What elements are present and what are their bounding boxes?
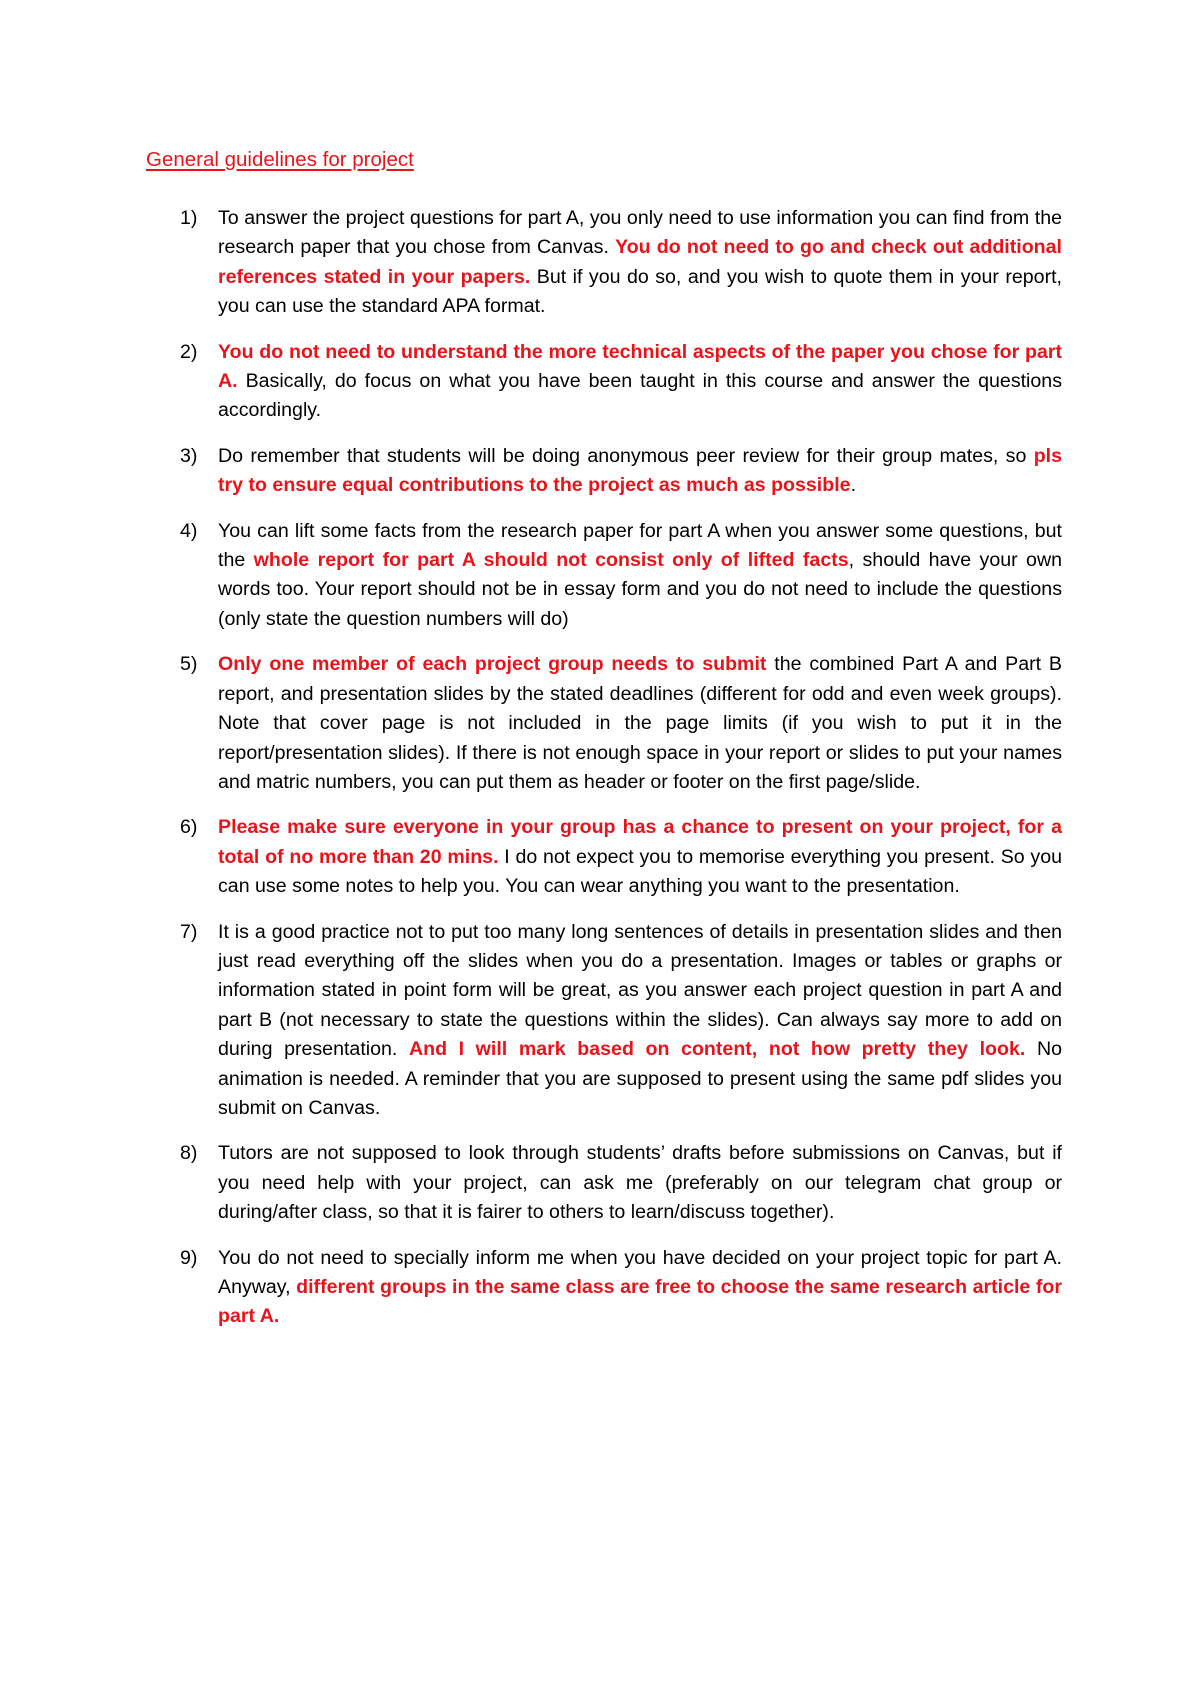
highlighted-text: pls try to ensure equal contributions to the project as much as possible xyxy=(218,444,1062,497)
guideline-text: No animation is needed. A reminder that you are supposed to present using the same pdf slides you submit on Canvas. xyxy=(218,1038,1062,1119)
guideline-text: It is a good practice not to put too many long sentences of details in presentation slides and then just read everything off the slides when you do a presentation. Images or tables or graphs or information stated in point form will be great, as you answer each project question in part A and part B (not necessary to state the questions within the slides). Can always say more to add on during presentation. xyxy=(218,920,1062,1061)
guideline-text: , should have your own words too. Your report should not be in essay form and you do not need to include the questions (only state the question numbers will do) xyxy=(218,549,1063,630)
guideline-text: But if you do so, and you wish to quote them in your report, you can use the standard APA format. xyxy=(218,265,1062,318)
highlighted-text: Only one member of each project group needs to submit xyxy=(218,653,767,676)
guideline-number: 3) xyxy=(180,444,198,467)
guideline-number: 5) xyxy=(180,653,198,676)
guideline-list xyxy=(0,204,1200,1348)
guideline-item xyxy=(0,204,1062,322)
guideline-item xyxy=(0,1244,1062,1332)
guideline-number: 7) xyxy=(180,920,198,943)
guideline-number: 6) xyxy=(180,816,198,839)
page-title: General guidelines for project xyxy=(146,148,414,171)
guideline-number: 1) xyxy=(180,207,198,229)
guideline-text: To answer the project questions for part A, you only need to use information you can find from the research paper that you chose from Canvas. xyxy=(218,207,1062,259)
highlighted-text: You do not need to go and check out additional references stated in your papers. xyxy=(218,236,1062,288)
guideline-number: 9) xyxy=(180,1246,198,1269)
guideline-text: Do remember that students will be doing anonymous peer review for their group mates, so xyxy=(218,444,1034,467)
highlighted-text: different groups in the same class are free to choose the same research article for part A. xyxy=(218,1276,1062,1328)
highlighted-text: Please make sure everyone in your group has a chance to present on your project, for a total of no more than 20 mins. xyxy=(218,816,1062,868)
guideline-item xyxy=(0,813,1062,901)
highlighted-text: You do not need to understand the more technical aspects of the paper you chose for part A. xyxy=(218,340,1062,393)
guideline-item xyxy=(0,918,1062,1124)
guideline-number: 2) xyxy=(180,340,198,363)
highlighted-text: whole report for part A should not consist only of lifted facts xyxy=(253,549,849,572)
guideline-text: Basically, do focus on what you have been taught in this course and answer the questions accordingly. xyxy=(218,370,1062,422)
guideline-text: . xyxy=(850,474,857,497)
guideline-text: You can lift some facts from the research paper for part A when you answer some questions, but the xyxy=(218,519,1062,572)
highlighted-text: And I will mark based on content, not how pretty they look. xyxy=(408,1038,1026,1061)
guideline-text: the combined Part A and Part B report, and presentation slides by the stated deadlines (different for odd and even week groups). Note that cover page is not included in the page limits (if you wish to put it in the report/presentation slides). If there is not enough space in your report or slides to put your names and matric numbers, you can put them as header or footer on the first page/slide. xyxy=(218,653,1062,793)
guideline-text: I do not expect you to memorise everything you present. So you can use some notes to help you. You can wear anything you want to the presentation. xyxy=(218,845,1062,898)
guideline-text: You do not need to specially inform me when you have decided on your project topic for part A. Anyway, xyxy=(218,1246,1062,1298)
guideline-text: Tutors are not supposed to look through students’ drafts before submissions on Canvas, but if you need help with your project, can ask me (preferably on our telegram chat group or during/after class, so that it is fairer to others to learn/discuss together). xyxy=(218,1142,1062,1224)
guideline-item xyxy=(0,1139,1062,1227)
guideline-item xyxy=(0,338,1062,426)
guideline-item xyxy=(0,650,1062,797)
guideline-number: 4) xyxy=(180,519,198,542)
guideline-item xyxy=(0,442,1062,501)
guideline-number: 8) xyxy=(180,1142,198,1165)
guideline-item xyxy=(0,517,1062,635)
